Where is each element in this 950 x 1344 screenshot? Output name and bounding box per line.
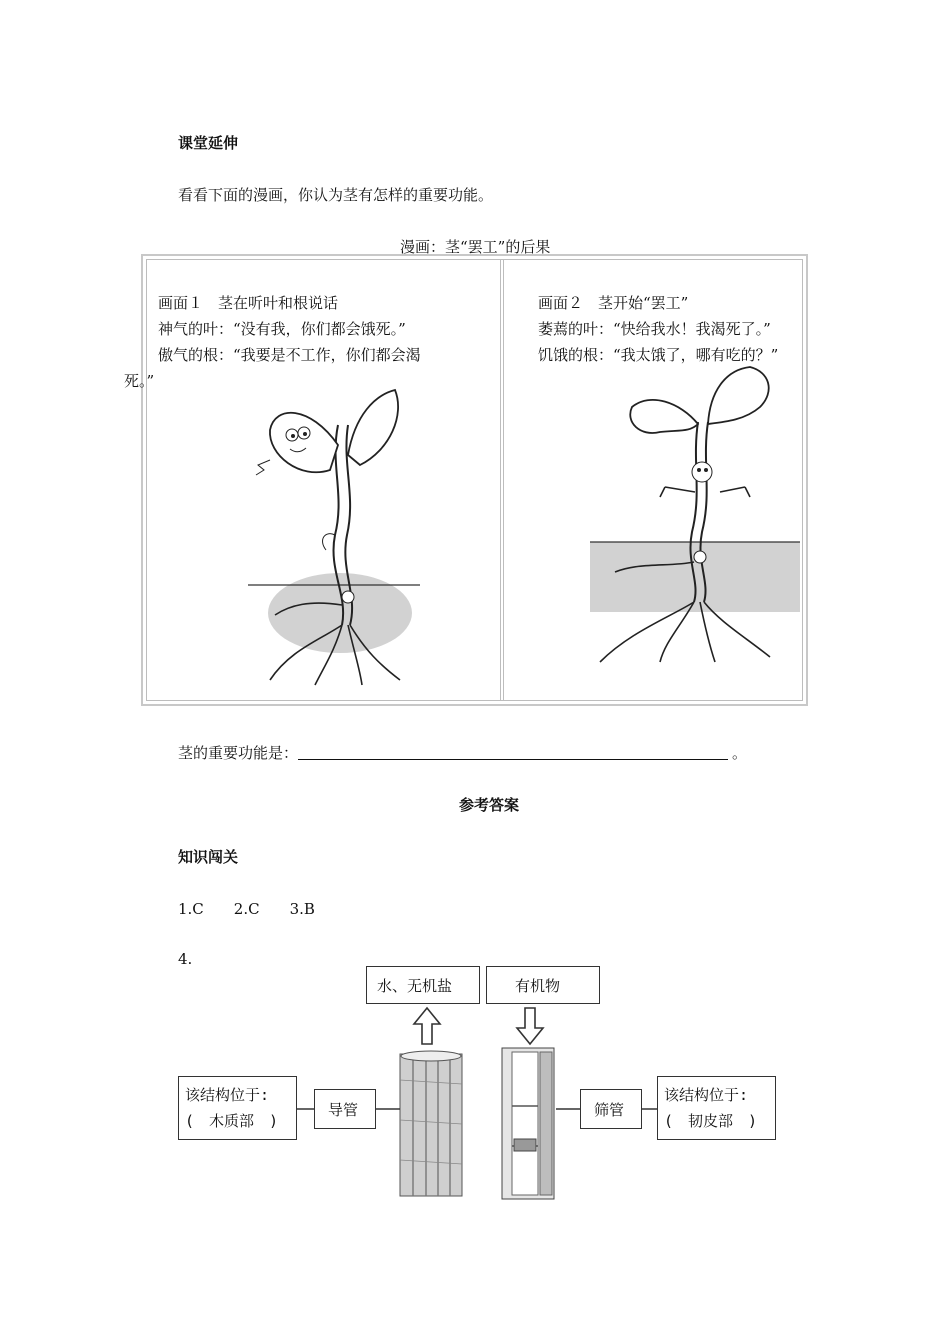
wilting-plant-illustration <box>570 362 800 667</box>
phloem-connector-line-1 <box>556 1108 580 1110</box>
phloem-name-box <box>580 1089 642 1129</box>
answers-subheading: 知识闯关 <box>178 848 239 866</box>
mc-answers: 1.C 2.C 3.B <box>178 900 315 918</box>
organic-matter-label: 有机物 <box>515 977 561 995</box>
phloem-connector-line-2 <box>642 1108 658 1110</box>
xylem-location-box <box>178 1076 297 1140</box>
extension-question: 看看下面的漫画，你认为茎有怎样的重要功能。 <box>178 186 494 204</box>
panel2-title: 画面２ 茎开始“罢工” <box>538 294 689 312</box>
panel2-leaf-line: 萎蔫的叶：“快给我水！我渴死了。” <box>538 320 771 338</box>
xylem-name-box <box>314 1089 376 1129</box>
panel2-root-line: 饥饿的根：“我太饿了，哪有吃的？” <box>538 346 779 364</box>
organic-matter-box <box>486 966 600 1004</box>
comic-title: 漫画：茎“罢工”的后果 <box>400 238 551 256</box>
phloem-name-label: 筛管 <box>594 1101 625 1119</box>
function-prompt-end: 。 <box>732 744 748 762</box>
proud-plant-illustration <box>230 385 430 690</box>
up-arrow-icon <box>412 1006 442 1046</box>
answers-heading: 参考答案 <box>459 796 520 814</box>
panel1-leaf-line: 神气的叶：“没有我，你们都会饿死。” <box>158 320 406 338</box>
panel1-title: 画面１ 茎在听叶和根说话 <box>158 294 339 312</box>
water-minerals-label: 水、无机盐 <box>377 977 453 995</box>
function-answer-blank[interactable] <box>298 759 728 760</box>
section-heading-extension: 课堂延伸 <box>178 134 239 152</box>
function-prompt-label: 茎的重要功能是： <box>178 744 299 762</box>
down-arrow-icon <box>515 1006 545 1046</box>
phloem-location-line1: 该结构位于: <box>664 1086 749 1104</box>
xylem-location-line2: ( 木质部 ) <box>185 1112 279 1130</box>
xylem-location-line1: 该结构位于: <box>185 1086 270 1104</box>
panel1-root-line-cont: 死。” <box>124 372 155 390</box>
phloem-location-line2: ( 韧皮部 ) <box>664 1112 758 1130</box>
water-minerals-box <box>366 966 480 1004</box>
xylem-name-label: 导管 <box>328 1101 359 1119</box>
panel1-root-line: 傲气的根：“我要是不工作，你们都会渴 <box>158 346 421 364</box>
xylem-connector-line-2 <box>376 1108 400 1110</box>
phloem-sieve-tube-illustration <box>500 1046 556 1201</box>
q4-label: 4. <box>178 950 193 968</box>
phloem-location-box <box>657 1076 776 1140</box>
xylem-vessel-illustration <box>398 1050 464 1200</box>
xylem-connector-line-1 <box>297 1108 315 1110</box>
comic-divider <box>500 259 504 701</box>
